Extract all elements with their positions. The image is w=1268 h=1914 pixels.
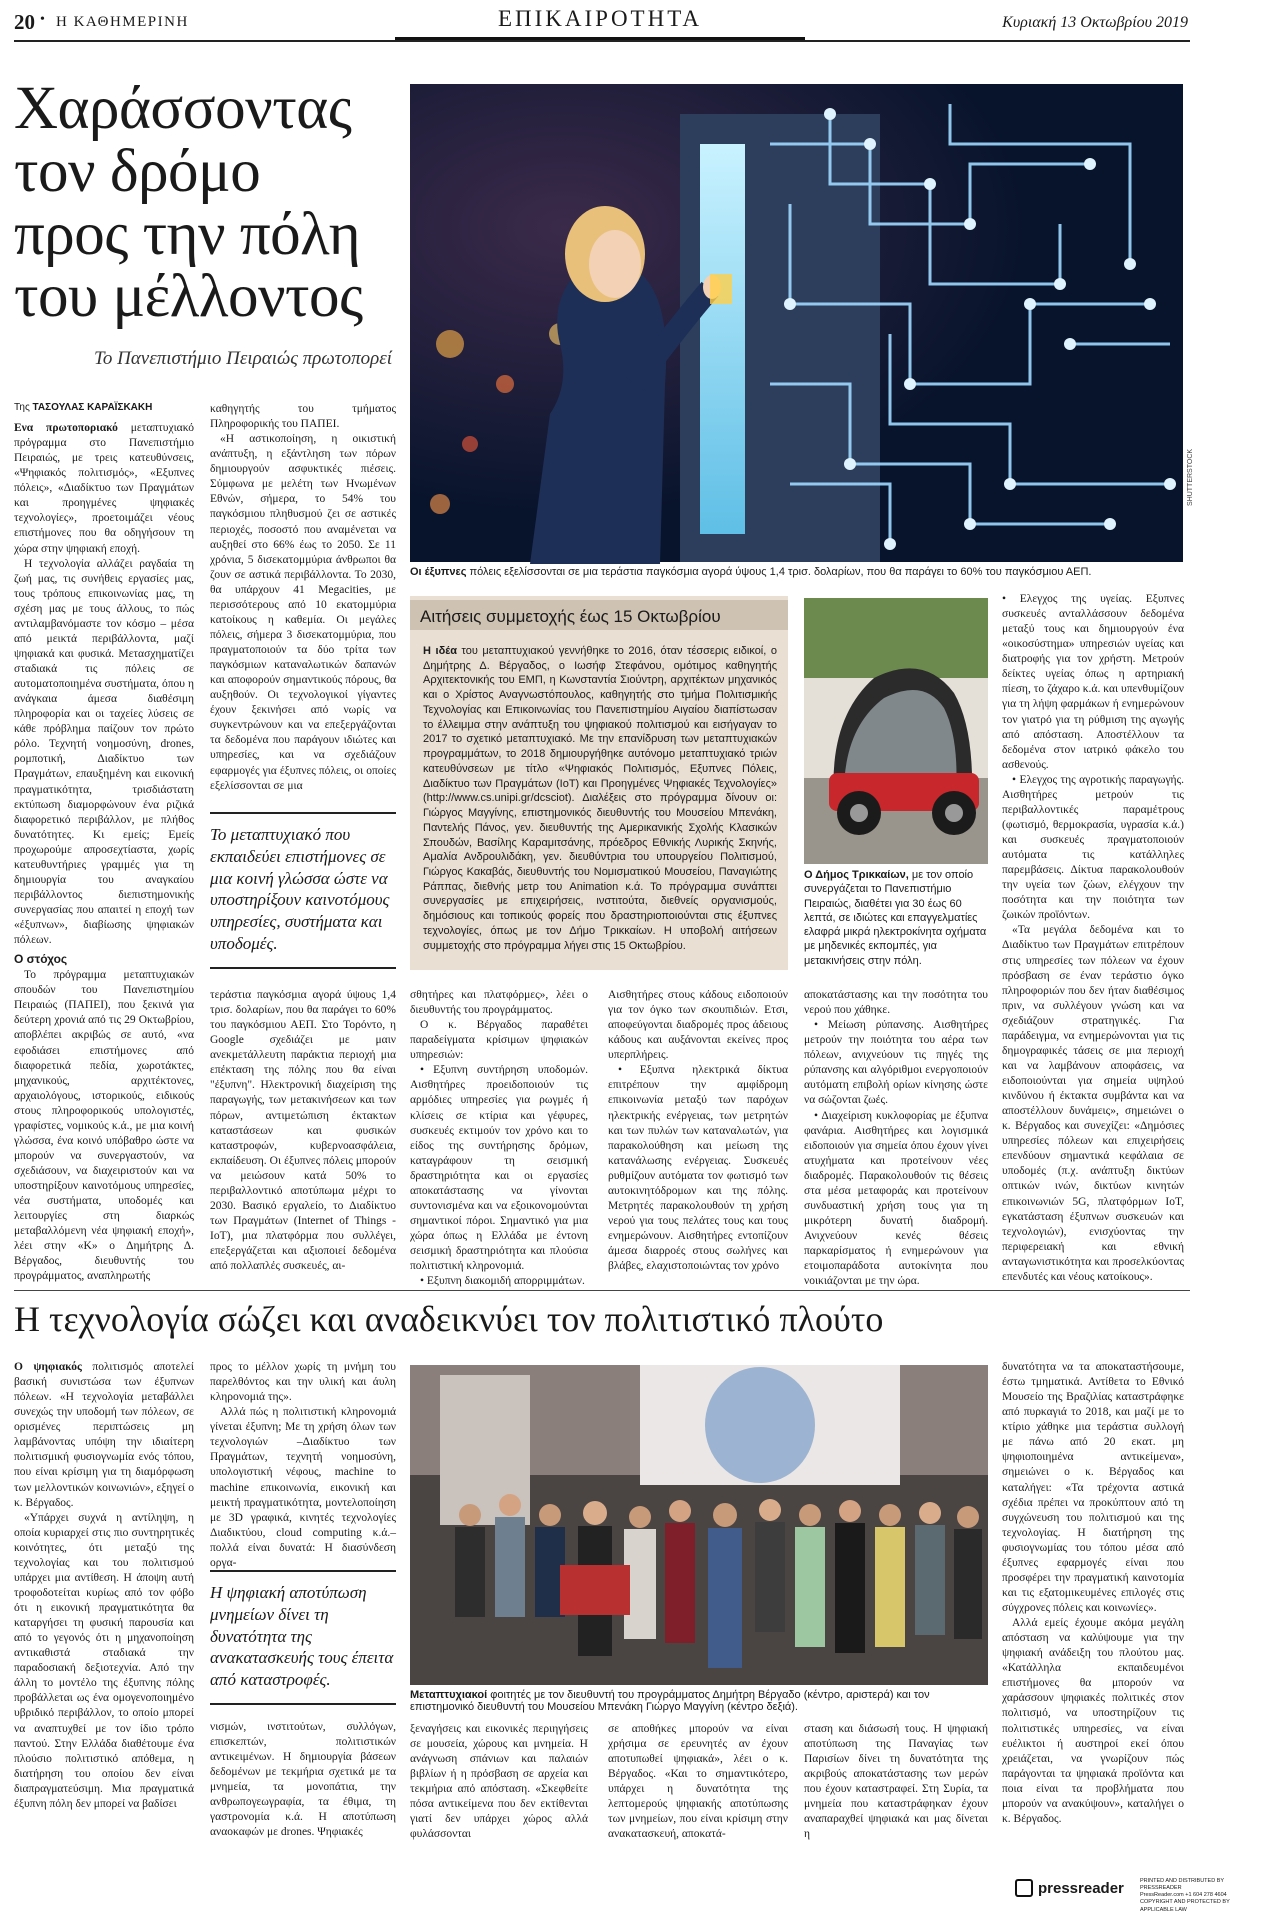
paragraph: σθητήρες και πλατφόρμες», λέει ο διευθυντής του προγράμματος. [410, 989, 588, 1017]
paragraph: • Εξυπνη διακομιδή απορριμμάτων. [420, 1275, 585, 1288]
paragraph: νισμών, ινστιτούτων, συλλόγων, επισκεπτών, πολιτιστικών αντικειμένων. Η δημιουργία βάσεων δεδομένων με τεκμήρια σχετικά με τα μνημεία, τα μονοπάτια, την ανθρωπογεωγραφία, τα έθιμα, τη γαστρονομία κ.ά. Η αποτύπωση αναοκαφών με drones. Ψηφιακές [210, 1721, 396, 1839]
electric-car-photo [804, 598, 988, 864]
car-caption [804, 868, 988, 968]
footer-line: COPYRIGHT AND PROTECTED BY APPLICABLE LAW [1140, 1899, 1230, 1913]
caption-bold: Μεταπτυχιακοί [410, 1689, 488, 1701]
lead-text: πολιτισμός αποτελεί βασική συνιστώσα των έξυπνων πόλεων. «Η τεχνολογία μεταβάλλει συνεχώς την υποδομή των πόλεων, σε ορισμένες περιπτώσεις μη λαμβάνοντας υπόψη την ιδιαίτερη πολιτισμική φυσιογνωμία ενός τόπου, που είναι κρίσιμη για τη διαμόρφωση των μελλοντικών κοινωνιών», εξηγεί ο κ. Βέργαδος. [14, 1361, 194, 1509]
article1-column-2b [210, 988, 396, 1282]
caption-text: με τον οποίο συνεργάζεται το Πανεπιστήμιο Πειραιώς, διαθέτει για 30 έως 60 λεπτά, σε ιδιώτες και επαγγελματίες ελαφρά μικρά ηλεκτροκίνητα οχήματα με μηδενικές εκπομπές, για μετακινήσεις στην πόλη. [804, 869, 987, 967]
photo-credit: SHUTTERSTOCK [1187, 448, 1194, 506]
lead-bold: Ο ψηφιακός [14, 1361, 82, 1373]
headline-line: τον δρόμο [14, 137, 261, 205]
byline-prefix: Της [14, 402, 33, 413]
byline-author: ΤΑΣΟΥΛΑΣ ΚΑΡΑΪΣΚΑΚΗ [32, 402, 153, 413]
article1-column-2 [210, 402, 396, 802]
info-box-body [423, 644, 777, 953]
paragraph: Το πρόγραμμα μεταπτυχιακών σπουδών του Πανεπιστημίου Πειραιώς (ΠΑΠΕΙ), που ξεκινά για δεύτερη χρονιά από τις 29 Οκτωβρίου, αποβλέπει ακριβώς σε αυτό, «να εφοδιάσει επιστήμονες από διαφορετικά πεδία, χωροτάκτες, μηχανικούς, αρχιτέκτονες, αρχαιολόγους, ιστορικούς, ειδικούς στους πληροφορικούς υπολογιστές, γραφίστες, νομικούς κ.ά., με μια κοινή γλώσσα, ένα κοινό υπόβαθρο ώστε να μπορούν να συνεργαστούν, να σχεδιάσουν, να διαχειριστούν και να υποστηρίξουν καινοτόμους υπηρεσίες, νέα συστήματα, υποδομές και λειτουργίες στη διαρκώς μεταβαλλόμενη νέα ψηφιακή εποχή», λέει στην «Κ» ο Δημήτρης Δ. Βέργαδος, διευθυντής του προγράμματος, αναπληρωτής [14, 969, 194, 1283]
paragraph: Ο κ. Βέργαδος παραθέτει παραδείγματα κρίσιμων ψηφιακών υπηρεσιών: [410, 1019, 588, 1062]
footer-notice [1140, 1878, 1260, 1914]
paragraph: • Μείωση ρύπανσης. Αισθητήρες μετρούν την ποιότητα του αέρα των πόλεων, ανιχνεύουν τις πηγές της ρύπανσης και αλγόριθμοι ενεργοποιούν αυτόματη επιβολή ορίων κίνησης ώστε να σώζονται ζωές. [804, 1019, 988, 1107]
page-number: 20 [14, 10, 35, 34]
box-lead-bold: Η ιδέα [423, 645, 457, 657]
paragraph: δυνατότητα να τα αποκαταστήσουμε, έστω τμηματικά. Αντίθετα το Εθνικό Μουσείο της Βραζιλίας καταστράφηκε από πυρκαγιά το 2018, και μαζί με το κτίριο χάθηκε μια τεράστια συλλογή με πάνω από 20 εκατ. μη ψηφιοποιημένα αντικείμενα», σημειώνει ο κ. Βέργαδος και καταλήγει: «Τα τρέχοντα αστικά σχέδια πρέπει να προκύπτουν από τη συγχώνευση του πολιτισμού και της τεχνολογίας. Η διατήρηση της φυσιογνωμίας του τόπου μέσα από έξυπνες εφαρμογές είναι που προσφέρει την πραγματική καινοτομία και τις εξατομικευμένες επιλογές στις σύγχρονες πόλεις και κοινωνίες». [1002, 1361, 1184, 1614]
section-divider [14, 1290, 1190, 1291]
paragraph: • Ελεγχος της αγροτικής παραγωγής. Αισθητήρες μετρούν τις περιβαλλοντικές παραμέτρους (φωτισμό, θερμοκρασία, υγρασία κ.ά.) και συσκευές πραγματοποιούν αυτόματα τις κατάλληλες παρεμβάσεις. Δίκτυα παρακολουθούν την υγεία των ζώων, ελέγχουν την ποσότητα και την ποιότητα των ζωικών προϊόντων. [1002, 773, 1184, 922]
article1-column-5 [804, 988, 988, 1288]
lead-text: μεταπτυχιακό πρόγραμμα στο Πανεπιστήμιο Πειραιώς, με τρεις κατευθύνσεις, «Ψηφιακός πολιτισμός», «Εξυπνες πόλεις», «Διαδίκτυο των Πραγμάτων και προηγμένες ψηφιακές τεχνολογίες», προετοιμάζει νέους επιστήμονες που θα οδηγήσουν τη χώρα στην ψηφιακή εποχή. [14, 422, 194, 555]
paragraph: • Ελεγχος της υγείας. Εξυπνες συσκευές ανταλλάσσουν δεδομένα μεταξύ τους και δημιουργούν ένα «οικοσύστημα» υπηρεσιών υγείας και διατροφής για τον χρήστη. Μετρούν δείκτες υγείας όπως η αρτηριακή πίεση, το ζάχαρο κ.ά. και υπενθυμίζουν για τη λήψη φαρμάκων ή ενημερώνουν τον γιατρό για τη ρύθμιση της αγωγής από απόσταση. Αποστέλλουν τα δεδομένα στον ιατρικό φάκελο του ασθενούς. [1002, 593, 1184, 771]
paragraph: «Τα μεγάλα δεδομένα και το Διαδίκτυο των Πραγμάτων επιτρέπουν στις υπηρεσίες των πόλεων να έχουν πρόσβαση σε έναν τεράστιο όγκο πληροφοριών που δεν ήταν διαθέσιμος πριν, να συλλέγουν γνώση και να σχεδιάζουν στρατηγικές. Για παράδειγμα, να ενημερώνονται για τις δημογραφικές τάσεις σε μια περιοχή και να λαμβάνουν αποφάσεις, να ειδοποιούνται για σημεία υψηλού κινδύνου ή έκτακτα συμβάντα και να αποστέλλουν δυνάμεις», σημειώνει ο κ. Βέργαδος και συνεχίζει: «Δημόσιες υπηρεσίες πόλεων και επιχειρήσεις επενδύουν σημαντικά κεφάλαια σε υποδομές (π.χ. ανάπτυξη δικτύων οπτικών ινών, δικτύων κινητών επικοινωνιών 5G, πλατφόρμων IoT, εγκατάσταση έξυπνων συσκευών και τεχνολογιών), ενισχύοντας την περιφερειακή και εθνική ανταγωνιστικότητα και προσελκύοντας επενδυτές και νέους κατοίκους». [1002, 924, 1184, 1283]
pressreader-wordmark: pressreader [1038, 1880, 1124, 1897]
pull-quote: Το μεταπτυχιακό που εκπαιδεύει επιστήμονες σε μια κοινή γλώσσα ώστε να υποστηρίξουν καινοτόμους υπηρεσίες, συστήματα και υποδομές. [210, 812, 396, 969]
headline-line: προς την πόλη [14, 200, 361, 268]
subheading: Ο στόχος [14, 952, 68, 967]
paragraph: προς το μέλλον χωρίς τη μνήμη του παρελθόντος και την υλική και άυλη κληρονομιά της». [210, 1361, 396, 1404]
article2-column-6 [1002, 1360, 1184, 1832]
article1-column-3 [410, 988, 588, 1288]
caption-text: φοιτητές με τον διευθυντή του προγράμματος Δημήτρη Βέργαδο (κέντρο, αριστερά) και τον επιστημονικό διευθυντή του Μουσείου Μπενάκη Γιώργο Μαγγίνη (κέντρο δεξιά). [410, 1689, 930, 1713]
group-photo-illustration [410, 1365, 988, 1685]
byline [14, 402, 194, 413]
article1-column-6 [1002, 592, 1184, 1282]
article2-column-2b [210, 1720, 396, 1839]
pull-quote: Η ψηφιακή αποτύπωση μνημείων δίνει τη δυνατότητα της ανακατασκευής τους έπειτα από καταστροφές. [210, 1570, 396, 1705]
hero-caption [410, 566, 1183, 578]
issue-date: Κυριακή 13 Οκτωβρίου 2019 [1002, 14, 1188, 31]
second-headline: Η τεχνολογία σώζει και αναδεικνύει τον πολιτιστικό πλούτο [14, 1299, 884, 1339]
paragraph: Αλλά πώς η πολιτιστική κληρονομιά γίνεται έξυπνη; Με τη χρήση όλων των τεχνολογιών –Διαδίκτυο των Πραγμάτων, τεχνητή νοημοσύνη, υπολογιστική νέφους, machine to machine επικοινωνία, εικονική και μεικτή πραγματικότητα, μοντελοποίηση με 3D γραφικά, κινητές τεχνολογίες Διαδικτύου, cloud computing κ.ά.– πολλά είναι δυνατά: Η διασύνδεση οργα- [210, 1406, 396, 1569]
smart-city-photo [410, 84, 1183, 562]
article2-column-1 [14, 1360, 194, 1830]
paragraph: Αλλά εμείς έχουμε ακόμα μεγάλη απόσταση να καλύψουμε για την ψηφιακή ανάδειξη του πλούτου μας. «Κατάλληλα εκπαιδευμένοι επιστήμονες θα μπορούν να χαράσσουν ψηφιακές πολιτικές στον πολιτισμό, να υποστηρίζουν τις πολιτιστικές υπηρεσίες, να είναι ευέλικτοι ή αυστηροί εκεί όπου χρειάζεται, να γνωρίζουν πώς παράγονται τα ψηφιακά προϊόντα και ποια είναι τα προβλήματα που μπορούν να ανακύψουν», καταλήγει ο κ. Βέργαδος. [1002, 1617, 1184, 1825]
header-bullet: • [40, 12, 45, 27]
paragraph: Αισθητήρες στους κάδους ειδοποιούν για τον όγκο των σκουπιδιών. Ετσι, αποφεύγονται διαδρομές προς άδειους κάδους και αυξάνονται εκείνες προς υπερπλήρεις. [608, 989, 788, 1062]
caption-bold: Ο Δήμος Τρικκαίων, [804, 869, 909, 881]
group-photo-caption [410, 1689, 988, 1713]
header-rule [14, 40, 1190, 42]
headline-line: του μέλλοντος [14, 263, 363, 331]
caption-text: πόλεις εξελίσσονται σε μια τεράστια παγκόσμια αγορά ύψους 1,4 τρισ. δολαρίων, που θα παράγει το 60% του παγκόσμιου ΑΕΠ. [466, 566, 1092, 578]
pressreader-icon [1015, 1879, 1033, 1897]
article2-column-5 [804, 1722, 988, 1841]
paragraph: ξεναγήσεις και εικονικές περιηγήσεις σε μουσεία, χώρους και μνημεία. Η ανάγνωση σπάνιων και παλαιών βιβλίων ή η πρόσβαση σε αρχεία και τεκμήρια από απόσταση. «Σκεφθείτε πόσα αντικείμενα που δεν εκτίθενται γιατί δεν υπάρχει χώρος αλλά φυλάσσονται [410, 1723, 588, 1841]
pressreader-logo [1015, 1880, 1124, 1898]
lead-bold: Ενα πρωτοποριακό [14, 422, 118, 434]
article2-column-3 [410, 1722, 588, 1841]
info-box-title: Αιτήσεις συμμετοχής έως 15 Οκτωβρίου [410, 600, 788, 630]
article1-column-4 [608, 988, 788, 1282]
paragraph: «Η αστικοποίηση, η οικιστική ανάπτυξη, η εξάντληση των πόρων δημιουργούν ασφυκτικές πιέσεις. Σύμφωνα με μελέτη των Ηνωμένων Εθνών, σήμερα, το 54% του παγκόσμιου πληθυσμού ζει σε αστικές περιοχές, ποσοστό που αναμένεται να αυξηθεί στο 66% έως το 2050. Σε 11 χρόνια, 5 δισεκατομμύρια άνθρωποι θα ζουν σε αστικά περιβάλλοντα. Το 2030, θα υπάρχουν 41 Megacities, με περισσότερους από 10 εκατομμύρια κατοίκους η καθεμία. Οι μεγάλες πόλεις, σήμερα 3 δισεκατομμύρια, που πραγματοποιούν τα δύο τρίτα των παγκόσμιων καταναλωτικών δαπανών και αποφορούν σημαντικούς πόρους, θα αυξηθούν. Οι τεχνολογικοί γίγαντες έχουν ξεκινήσει από νωρίς να συγκεντρώνουν και να επεξεργάζονται τα δεδομένα που παράγουν ιδιώτες και υπηρεσίες, και να σχεδιάζουν εφαρμογές για έξυπνες πόλεις, οι οποίες εξελίσσονται σε μια [210, 433, 396, 792]
lead-paragraph [14, 1360, 194, 1511]
lead-paragraph [14, 421, 194, 557]
paragraph: σε αποθήκες μπορούν να είναι χρήσιμα σε ερευνητές αν έχουν αποτυπωθεί ψηφιακά», λέει ο κ. Βέργαδος. «Και το σημαντικότερο, υπάρχει η δυνατότητα της λεπτομερούς ψηφιακής αποτύπωσης των μνημείων, που είναι κρίσιμη στην ανακατασκευή, αποκατά- [608, 1723, 788, 1841]
paragraph: σταση και διάσωσή τους. Η ψηφιακή αποτύπωση της Παναγίας των Παρισίων δίνει τη δυνατότητα της ακριβούς αποκατάστασης των μερών που έχουν καταστραφεί. Στη Συρία, τα μνημεία που καταστράφηκαν έχουν αναπαραχθεί ψηφιακά και μας δίνεται η [804, 1723, 988, 1841]
electric-car-illustration [804, 598, 988, 864]
paragraph: αποκατάστασης και την ποσότητα του νερού που χάθηκε. [804, 989, 988, 1017]
paragraph: • Εξυπνη συντήρηση υποδομών. Αισθητήρες προειδοποιούν τις αρμόδιες υπηρεσίες για ρωγμές ή κλίσεις σε κτίρια και γέφυρες, συσκευές εκτιμούν τον χρόνο και το είδος της συντήρησης δρόμων, καταγράφουν τη σεισμική δραστηριότητα και οι εργασίες αποκατάστασης να γίνονται συντονισμένα και να εξοικονομούνται σημαντικοί πόροι. Σημαντικό για μια χώρα όπως η Ελλάδα με έντονη σεισμική δραστηριότητα και πλούσια πολιτιστική κληρονομιά. [410, 1064, 588, 1273]
paragraph: «Υπάρχει συχνά η αντίληψη, η οποία κυριαρχεί στις πιο συντηρητικές κοινότητες, ότι μεταξύ της τεχνολογίας και του πολιτισμού υπάρχει μια αντίθεση. Η άποψη αυτή τροφοδοτείται κυρίως από τον φόβο ότι η εικονική πραγματικότητα θα καταργήσει τη φυσική παρουσία και από το γεγονός ότι η μηχανοποίηση αντικαθιστά σταδιακά την παραδοσιακή δεξιοτεχνία. Από την άλλη το μοντέλο της έξυπνης πόλης προβάλλεται ως ένα ομογενοποιημένο υβριδικό περιβάλλον, το οποίο μπορεί να αναπτυχθεί με τον ίδιο τρόπο παντού. Στην Ελλάδα διαθέτουμε ένα πλούσιο πολιτιστικό απόθεμα, η διατήρηση του οποίου δεν είναι διαπραγματεύσιμη. Μια πραγματικά έξυπνη πόλη δεν μπορεί να βαδίσει [14, 1511, 194, 1810]
box-text: του μεταπτυχιακού γεννήθηκε το 2016, όταν τέσσερις ειδικοί, ο Δημήτρης Δ. Βέργαδος, ο Ιωσήφ Στεφάνου, ομότιμος καθηγητής Αρχιτεκτονικής του ΕΜΠ, η Κωνσταντία Σιούντρη, αρχιτέκτων μηχανικός και ο Χρίστος Αναγνωστόπουλος, καθηγητής στο τμήμα Πολιτισμικής Τεχνολογίας και Επικοινωνίας του Πανεπιστημίου Αιγαίου διαπίστωσαν το έλλειμμα στην ανάπτυξη του ψηφιακού πολιτισμού και εισήγαγαν το 2017 το σχετικό μεταπτυχιακό. Με την επανίδρυση των μεταπτυχιακών προγραμμάτων, το 2018 δημιουργήθηκε αυτόνομο μεταπτυχιακό τριών κατευθύνσεων με τίτλο «Ψηφιακός Πολιτισμός, Εξυπνες Πόλεις, Διαδίκτυο των Πραγμάτων (IoT) και Προηγμένες Ψηφιακές Τεχνολογίες» (http://www.cs.unipi.gr/dcsciot). Διαλέξεις στο πρόγραμμα δίνουν οι: Γιώργος Μαγγίνης, επιστημονικός διευθυντής του Μουσείου Μπενάκη, Παντελής Πάνος, γεν. διευθυντής της Αμερικανικής Σχολής Κλασικών Σπουδών, Βασίλης Καραμιτσάνης, πρόεδρος Εθνικής Λυρικής Σκηνής, Αμαλία Ανδρουλιδάκη, γεν. διευθύντρια του υπουργείου Πολιτισμού, Γιώργος Κακαβάς, διευθυντής του Νομισματικού Μουσείου, Παναγιώτης Ράππας, διεθνής μετρ του Animation κ.ά. Το πρόγραμμα συνάπτει συνεργασίες με επιχειρήσεις, ινστιτούτα, διεθνείς οργανισμούς, δημόσιους και τοπικούς φορείς που δραστηριοποιούνται στις έξυπνες τεχνολογίες, όπως με τον Δήμο Τρικκαίων. Η υποβολή αιτήσεων συμμετοχής στο πρόγραμμα λήγει στις 15 Οκτωβρίου. [423, 645, 777, 952]
paragraph: Η τεχνολογία αλλάζει ραγδαία τη ζωή μας, τις συνήθεις εργασίες μας, τους τρόπους επικοινωνίας μας, τη σχέση μας με τους άλλους, το πώς αντιλαμβανόμαστε τον κόσμο – μέσα από μεικτά περιβάλλοντα, μαζί ψηφιακά και φυσικά. Μετασχηματίζει σταδιακά τις πόλεις σε αυτοματοποιημένα συστήματα, όπου η ανάγκαια άμεσα διαθέσιμη πληροφορία και οι ταχείες λύσεις σε κάθε πρόβλημα παίζουν τον πρώτο ρόλο. Τεχνητή νοημοσύνη, drones, ρομποτική, Διαδίκτυο των Πραγμάτων, επαυξημένη και εικονική πραγματικότητα, τρισδιάστατη εκτύπωση διαμορφώνουν ένα ριζικά διαφορετικό περιβάλλον, με πλήθος δυνατότητες. Κι εμείς; Εμείς προχωρούμε απροσεχτίαστα, χωρίς κατευθυντήριες γραμμές για τη δημιουργία του αναγκαίου περιβάλλοντος διεπιστημονικής συνεργασίας που απαιτεί η εποχή των «έξυπνων», διαβίωσης ψηφιακών πόλεων. [14, 557, 194, 947]
paragraph: τεράστια παγκόσμια αγορά ύψους 1,4 τρισ. δολαρίων, που θα παράγει το 60% του παγκόσμιου ΑΕΠ. Στο Τορόντο, η Google σχεδιάζει με μαιν ανεκμετάλλευτη παράκτια περιοχή μια επέκταση της πόλης που θα είναι "έξυπνη". Ηλεκτρονική διαχείριση της παραγωγής, των μετακινήσεων και των πόρων, αντιμετώπιση έκτακτων καταστάσεων και φυσικών καταστροφών, κυβερνοασφάλεια, εκπαίδευση. Οι έξυπνες πόλεις μπορούν να μειώσουν κατά 50% το περιβαλλοντικό αποτύπωμα μέχρι το 2030. Βασικό εργαλείο, το Διαδίκτυο των Πραγμάτων (Internet of Things - IoT), μια πλατφόρμα που συλλέγει, επεξεργάζεται και αξιοποιεί δεδομένα από πολλαπλές συσκευές, αι- [210, 989, 396, 1273]
paper-name: Η ΚΑΘΗΜΕΡΙΝΗ [56, 14, 189, 30]
article2-column-2 [210, 1360, 396, 1569]
main-subtitle: Το Πανεπιστήμιο Πειραιώς πρωτοπορεί [94, 348, 392, 369]
footer-line: PRINTED AND DISTRIBUTED BY PRESSREADER [1140, 1878, 1224, 1892]
paragraph: • Εξυπνα ηλεκτρικά δίκτυα επιτρέπουν την αμφίδρομη επικοινωνία μεταξύ των παρόχων ηλεκτρικής ενέργειας, των μετρητών και των πυλών των καταναλωτών, για παρακολούθηση και μείωση της κατανάλωσης ενέργειας. Συσκευές ρυθμίζουν αυτόματα τον φωτισμό των αυτοκινητόδρομων και της πόλης. Μετρητές παρακολουθούν τη χρήση νερού για τους πελάτες τους και τους ενημερώνουν. Αισθητήρες εντοπίζουν άμεσα διαρροές στους σωλήνες και βλάβες, ελαχιστοποιώντας τον χρόνο [608, 1064, 788, 1273]
article1-column-1 [14, 402, 194, 1282]
article2-column-4 [608, 1722, 788, 1841]
headline-line: Χαράσσοντας [14, 75, 352, 142]
caption-bold: Οι έξυπνες [410, 566, 467, 578]
group-photo [410, 1365, 988, 1685]
section-title: ΕΠΙΚΑΙΡΟΤΗΤΑ [497, 6, 703, 31]
smart-city-illustration [410, 84, 1183, 562]
paragraph: • Διαχείριση κυκλοφορίας με έξυπνα φανάρια. Αισθητήρες και λογισμικά ειδοποιούν για σημεία όπου έχουν γίνει ατυχήματα και προτείνουν νέες διαδρομές. Παρακολουθούν τις θέσεις στα μέσα μεταφοράς και προτείνουν συνδυαστική χρήση τους για τη μικρότερη δυνατή διαδρομή. Ανιχνεύουν κενές θέσεις παρκαρίσματος ή ενημερώνουν για ετοιμοπαράδοτα αυτοκίνητα που νοικιάζονται με την ώρα. [804, 1109, 988, 1288]
paragraph: καθηγητής του τμήματος Πληροφορικής του ΠΑΠΕΙ. [210, 403, 396, 431]
footer-line: PressReader.com +1 604 278 4604 [1140, 1892, 1227, 1899]
main-headline [14, 75, 414, 331]
